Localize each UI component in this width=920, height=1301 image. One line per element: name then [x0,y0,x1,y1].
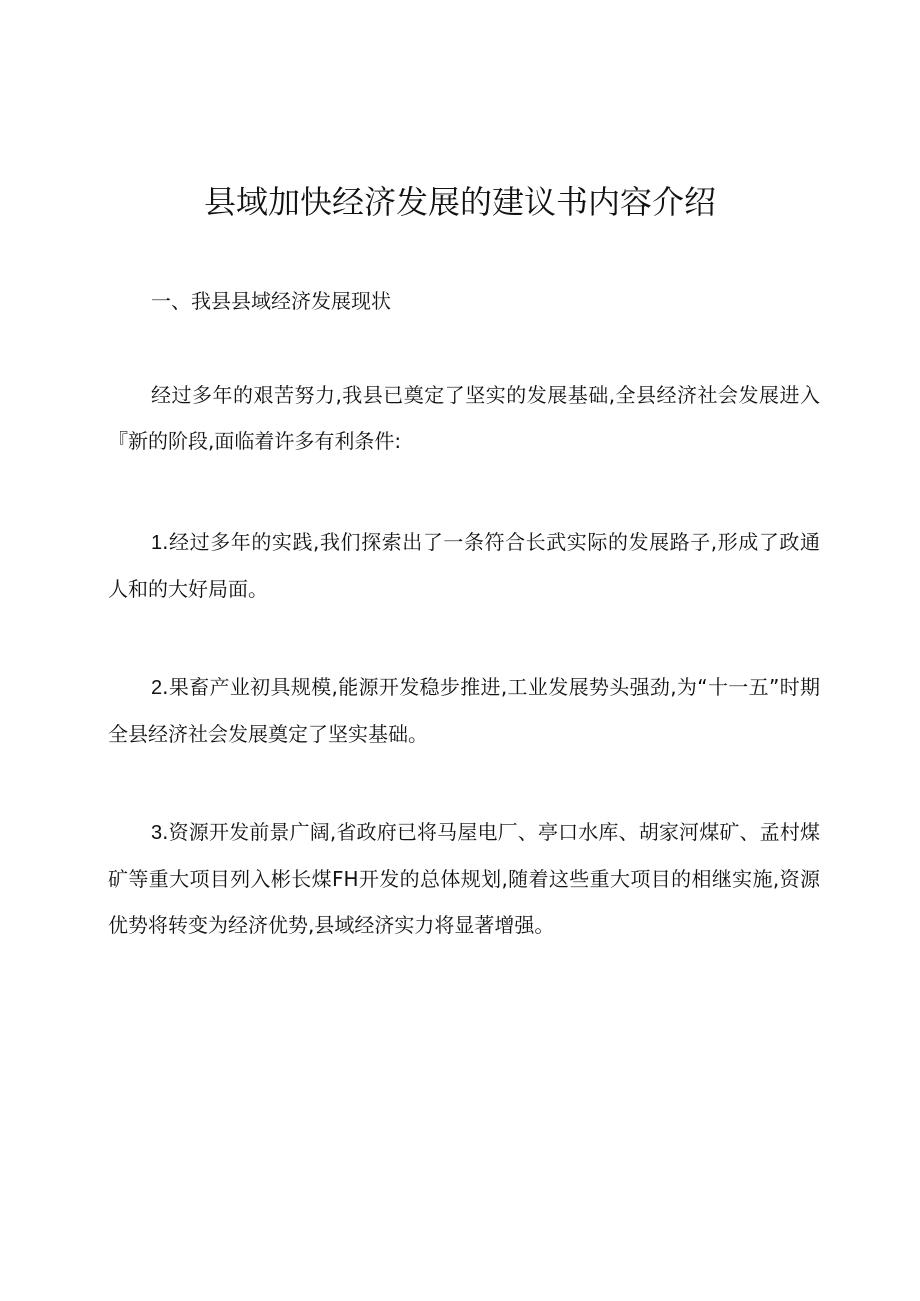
list-item-text: .经过多年的实践,我们探索出了一条符合长武实际的发展路子,形成了政通人和的大好局面。 [108,530,820,601]
list-item-number: 2 [151,677,163,699]
list-item-number: 1 [151,532,163,554]
list-item-text: .果畜产业初具规模,能源开发稳步推进,工业发展势头强劲,为“十一五”时期全县经济社会发展奠定了坚实基础。 [108,675,820,746]
list-item-2 [108,664,820,757]
list-item-text: .资源开发前景广阔,省政府已将马屋电厂、亭口水库、胡家河煤矿、孟村煤矿等重大项目列入彬长煤FH开发的总体规划,随着这些重大项目的相继实施,资源优势将转变为经济优势,县域经济实力将显著增强。 [108,820,820,937]
list-item-1 [108,519,820,612]
section-heading: 一、我县县域经济发展现状 [151,289,391,313]
intro-paragraph: 经过多年的艰苦努力,我县已奠定了坚实的发展基础,全县经济社会发展进入『新的阶段,面临着许多有利条件: [108,383,820,453]
document-title: 县域加快经济发展的建议书内容介绍 [203,183,716,221]
list-item-number: 3 [151,822,163,844]
list-item-3 [108,809,820,948]
